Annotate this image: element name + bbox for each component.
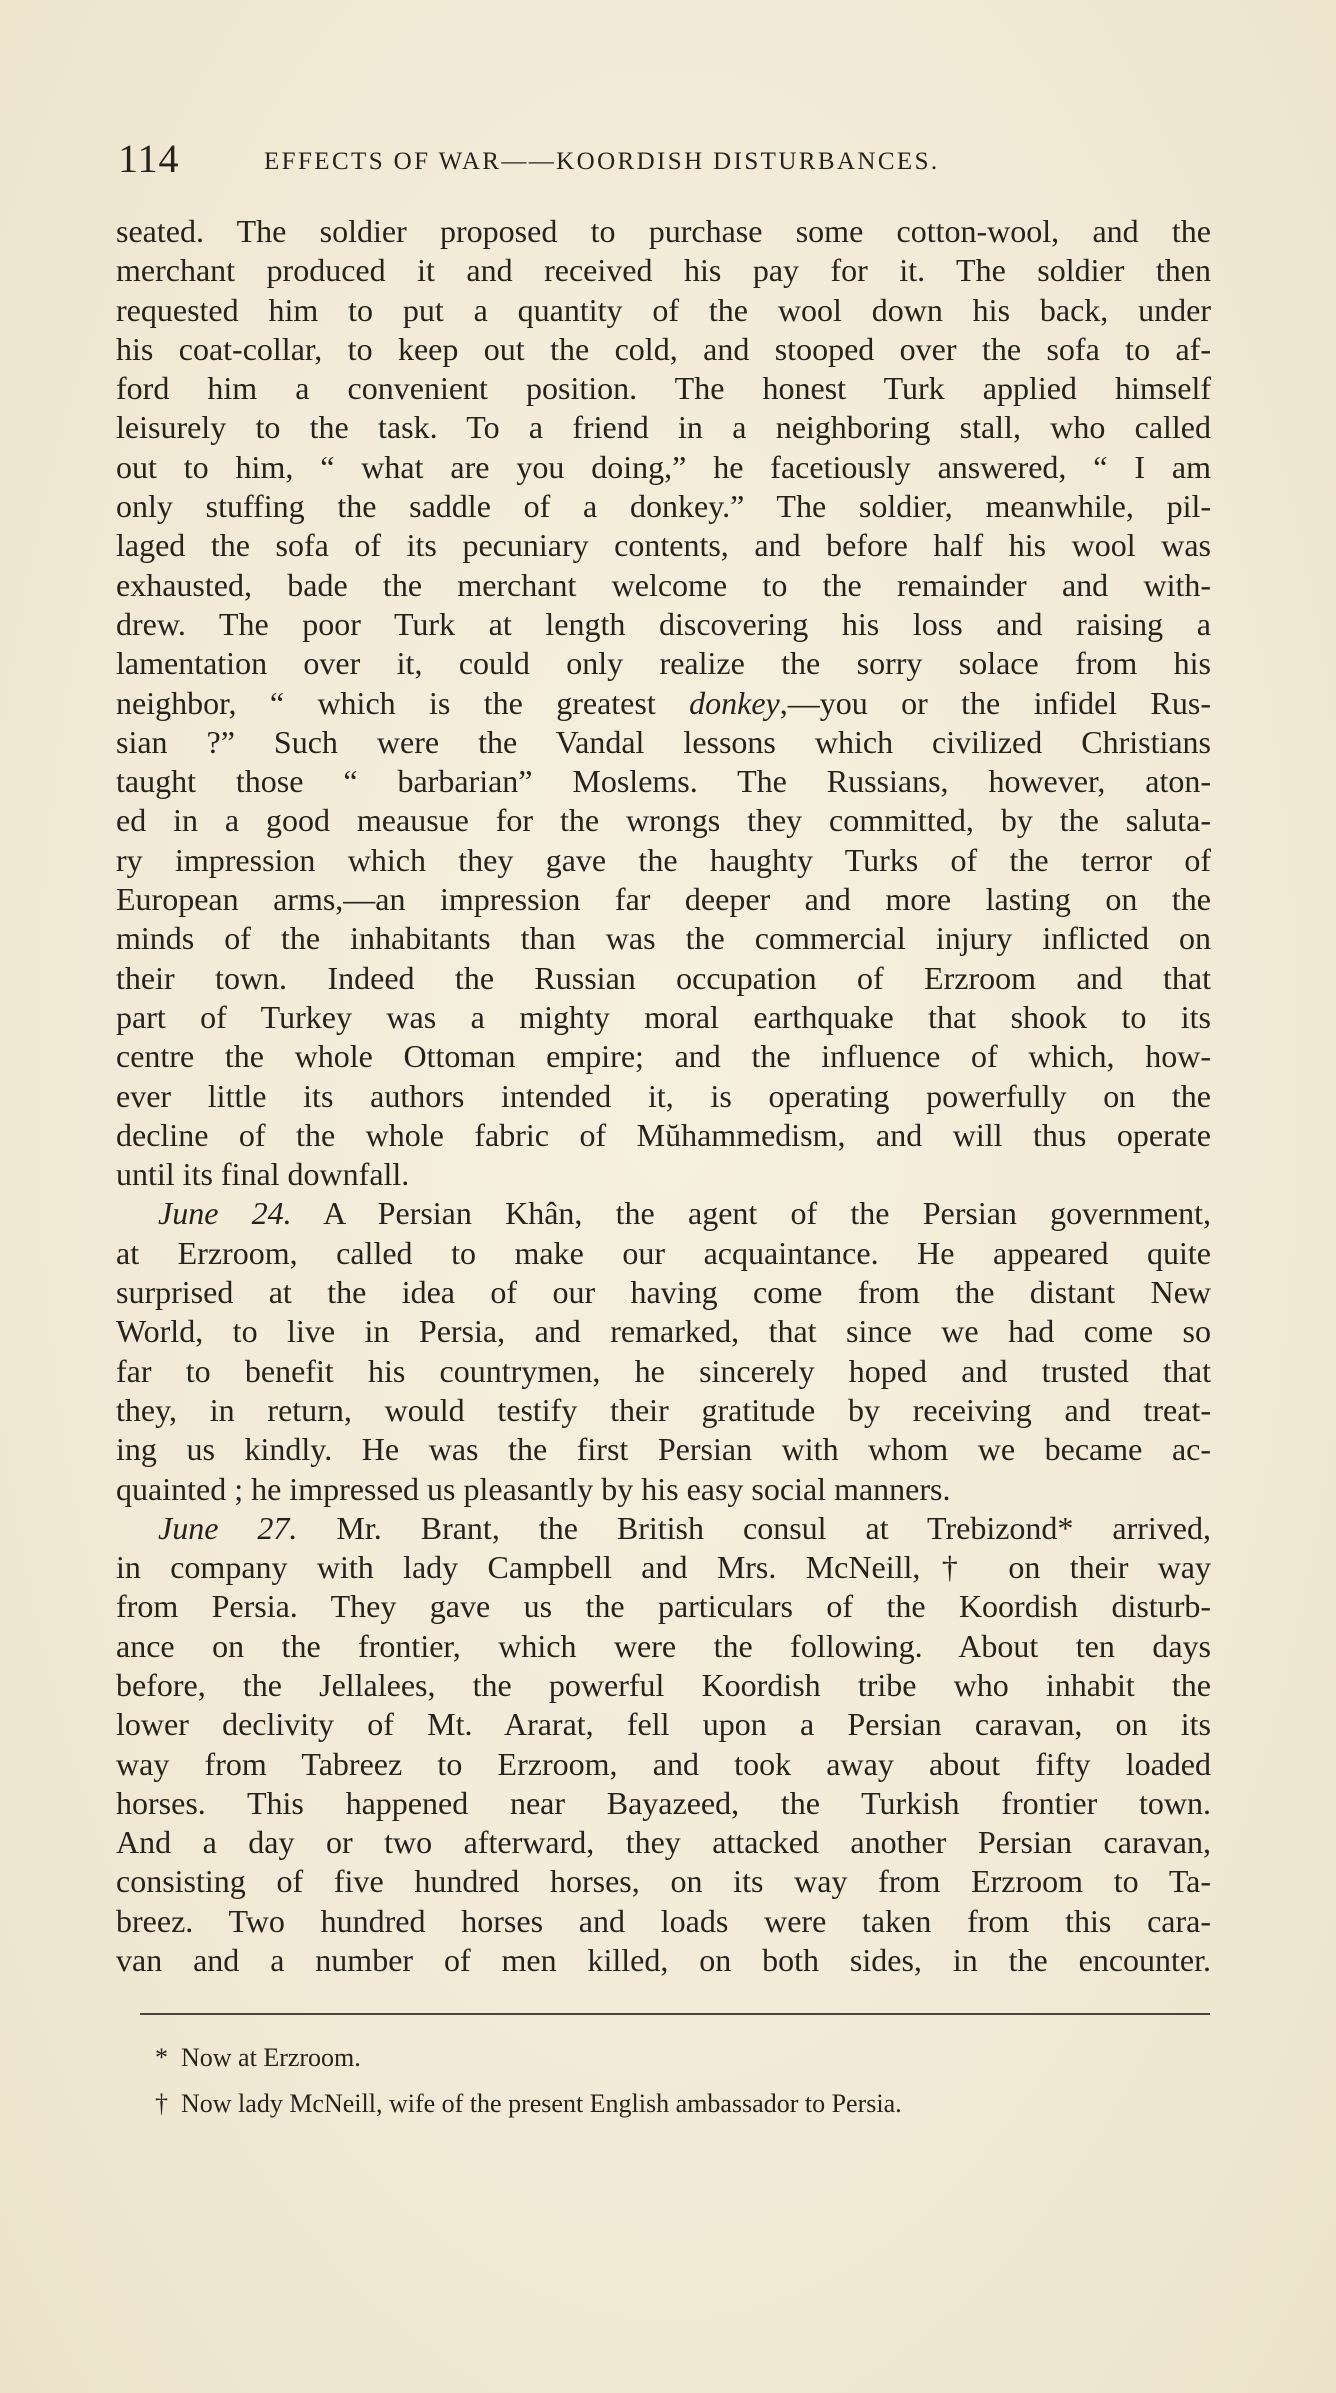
text-line: minds of the inhabitants than was the commercial injury inflicted on — [116, 920, 1211, 957]
text-line: part of Turkey was a mighty moral earthquake that shook to its — [116, 998, 1211, 1035]
page-header — [118, 134, 1218, 184]
text-line: merchant produced it and received his pay for it. The soldier then — [116, 252, 1211, 289]
text-line: horses. This happened near Bayazeed, the Turkish frontier town. — [116, 1784, 1211, 1821]
text-span: A Persian Khân, the agent of the Persian government, — [291, 1195, 1212, 1232]
text-line: in company with lady Campbell and Mrs. McNeill,† on their way — [116, 1549, 1211, 1586]
text-line: far to benefit his countrymen, he sincerely hoped and trusted that — [116, 1352, 1211, 1389]
footnote-mark: † — [155, 2089, 168, 2118]
footnote — [155, 2035, 1215, 2081]
text-line: from Persia. They gave us the particulars of the Koordish disturb- — [116, 1588, 1211, 1625]
text-line: ever little its authors intended it, is operating powerfully on the — [116, 1077, 1211, 1114]
text-line: breez. Two hundred horses and loads were taken from this cara- — [116, 1902, 1211, 1939]
text-line: And a day or two afterward, they attacked another Persian caravan, — [116, 1824, 1211, 1861]
text-line: ford him a convenient position. The honest Turk applied himself — [116, 370, 1211, 407]
text-line: exhausted, bade the merchant welcome to the remainder and with- — [116, 566, 1211, 603]
text-line: ry impression which they gave the haughty Turks of the terror of — [116, 841, 1211, 878]
footnote — [155, 2081, 1215, 2127]
text-line: out to him, “ what are you doing,” he facetiously answered, “ I am — [116, 448, 1211, 485]
footnotes — [155, 2035, 1215, 2127]
text-line: his coat-collar, to keep out the cold, and stooped over the sofa to af- — [116, 330, 1211, 367]
text-line: requested him to put a quantity of the wool down his back, under — [116, 291, 1211, 328]
text-line: seated. The soldier proposed to purchase some cotton-wool, and the — [116, 213, 1211, 249]
text-line: consisting of five hundred horses, on its way from Erzroom to Ta- — [116, 1863, 1211, 1900]
running-head: EFFECTS OF WAR——KOORDISH DISTURBANCES. — [264, 148, 940, 175]
text-line: laged the sofa of its pecuniary contents, and before half his wool was — [116, 527, 1211, 564]
text-line: sian ?” Such were the Vandal lessons which civilized Christians — [116, 723, 1211, 760]
journal-entry-june-27 — [116, 1509, 1211, 1548]
entry-date: June 27. — [158, 1509, 298, 1546]
text-line: before, the Jellalees, the powerful Koordish tribe who inhabit the — [116, 1666, 1211, 1703]
text-line: drew. The poor Turk at length discovering his loss and raising a — [116, 605, 1211, 642]
text-span: ,—you or the infidel Rus- — [779, 684, 1212, 721]
text-line: ance on the frontier, which were the following. About ten days — [116, 1627, 1211, 1664]
text-line: quainted ; he impressed us pleasantly by his easy social manners. — [116, 1470, 951, 1507]
text-line: European arms,—an impression far deeper and more lasting on the — [116, 881, 1211, 918]
footnote-mark: * — [155, 2043, 168, 2072]
text-line — [116, 684, 1211, 723]
body-text — [116, 212, 1211, 1980]
text-line: way from Tabreez to Erzroom, and took away about fifty loaded — [116, 1745, 1211, 1782]
emphasis-donkey: donkey — [689, 684, 780, 721]
text-line: they, in return, would testify their gratitude by receiving and treat- — [116, 1391, 1211, 1428]
text-line: until its final downfall. — [116, 1156, 410, 1193]
footnote-divider — [140, 2013, 1210, 2015]
text-line: lamentation over it, could only realize the sorry solace from his — [116, 645, 1211, 682]
entry-date: June 24. — [158, 1195, 292, 1232]
text-line: World, to live in Persia, and remarked, that since we had come so — [116, 1313, 1211, 1350]
text-line: leisurely to the task. To a friend in a neighboring stall, who called — [116, 409, 1211, 446]
footnote-text: Now at Erzroom. — [181, 2043, 361, 2072]
text-line: only stuffing the saddle of a donkey.” The soldier, meanwhile, pil- — [116, 488, 1211, 525]
journal-entry-june-24 — [116, 1194, 1211, 1233]
text-line: van and a number of men killed, on both sides, in the encounter. — [116, 1942, 1211, 1979]
text-line: at Erzroom, called to make our acquaintance. He appeared quite — [116, 1234, 1211, 1271]
text-span: Mr. Brant, the British consul at Trebizond* arrived, — [297, 1509, 1212, 1546]
text-line: lower declivity of Mt. Ararat, fell upon a Persian caravan, on its — [116, 1706, 1211, 1743]
text-line: ing us kindly. He was the first Persian with whom we became ac- — [116, 1431, 1211, 1468]
text-line: their town. Indeed the Russian occupation of Erzroom and that — [116, 959, 1211, 996]
text-line: decline of the whole fabric of Mŭhammedism, and will thus operate — [116, 1116, 1211, 1153]
text-line: surprised at the idea of our having come from the distant New — [116, 1274, 1211, 1311]
text-line: taught those “ barbarian” Moslems. The Russians, however, aton- — [116, 763, 1211, 800]
text-line: centre the whole Ottoman empire; and the influence of which, how- — [116, 1038, 1211, 1075]
text-line: ed in a good meausue for the wrongs they committed, by the saluta- — [116, 802, 1211, 839]
text-span: neighbor, “ which is the greatest — [116, 684, 690, 721]
footnote-text: Now lady McNeill, wife of the present English ambassador to Persia. — [181, 2089, 902, 2118]
page-number: 114 — [118, 136, 180, 181]
